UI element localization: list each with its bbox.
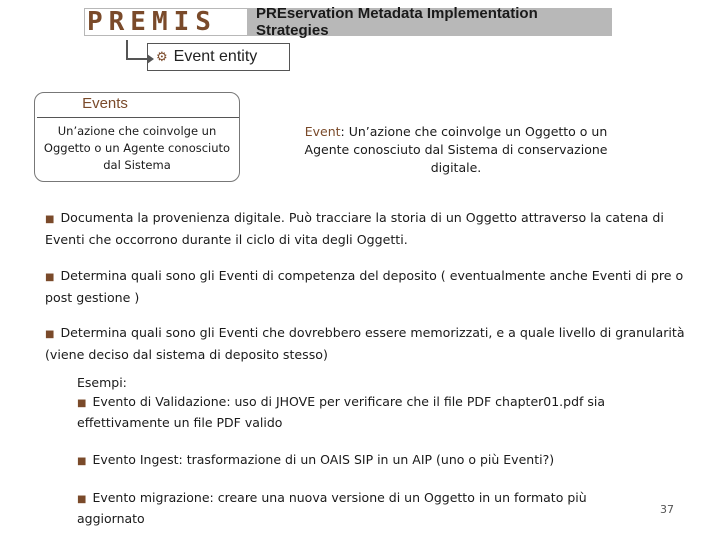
example-item: [77, 392, 637, 432]
example-item: [77, 488, 617, 528]
square-bullet-icon: ■: [45, 329, 55, 340]
square-bullet-icon: ■: [77, 398, 87, 409]
square-bullet-icon: ■: [77, 456, 87, 467]
bullet-text: Determina quali sono gli Eventi che dovrebbero essere memorizzati, e a quale livello di granularità (viene deciso dal sistema di deposito stesso): [45, 325, 685, 362]
page-number: 37: [660, 503, 674, 516]
example-text: Evento di Validazione: uso di JHOVE per verificare che il file PDF chapter01.pdf sia effettivamente un file PDF valido: [77, 394, 606, 430]
square-bullet-icon: ■: [45, 214, 55, 225]
logo-tagline: PREservation Metadata Implementation Strategies: [256, 5, 538, 39]
entity-card-description: Un’azione che coinvolge un Oggetto o un Agente conosciuto dal Sistema: [43, 124, 231, 172]
examples-block: [77, 373, 637, 432]
definition-text: : Un’azione che coinvolge un Oggetto o un Agente conosciuto dal Sistema di conservazione digitale.: [304, 124, 608, 175]
examples-heading: Esempi:: [77, 375, 127, 390]
bullet-item: [45, 266, 685, 308]
example-text: Evento Ingest: trasformazione di un OAIS SIP in un AIP (uno o più Eventi?): [92, 452, 555, 467]
gear-icon: ⚙: [156, 49, 168, 65]
entity-label-box: [147, 43, 290, 71]
logo-banner: [248, 5, 612, 39]
example-text: Evento migrazione: creare una nuova versione di un Oggetto in un formato più aggiornato: [77, 490, 587, 526]
connector-arrow-icon: [126, 40, 148, 60]
event-definition: [286, 123, 626, 177]
bullet-item: [45, 323, 685, 365]
entity-label: Event entity: [173, 48, 258, 65]
entity-card: [34, 92, 240, 182]
bullet-text: Determina quali sono gli Eventi di competenza del deposito ( eventualmente anche Eventi di pre o post gestione ): [45, 268, 684, 305]
example-item: [77, 450, 617, 471]
logo-mark: [84, 8, 248, 36]
square-bullet-icon: ■: [45, 272, 55, 283]
definition-term: Event: [304, 124, 341, 139]
entity-card-title: Events: [82, 95, 128, 112]
bullet-item: [45, 208, 685, 250]
bullet-text: Documenta la provenienza digitale. Può tracciare la storia di un Oggetto attraverso la catena di Eventi che occorrono durante il ciclo di vita degli Oggetti.: [45, 210, 664, 247]
logo-text: PREMIS: [87, 7, 217, 37]
entity-card-divider: [37, 117, 239, 118]
square-bullet-icon: ■: [77, 494, 87, 505]
premis-logo: [84, 5, 612, 39]
